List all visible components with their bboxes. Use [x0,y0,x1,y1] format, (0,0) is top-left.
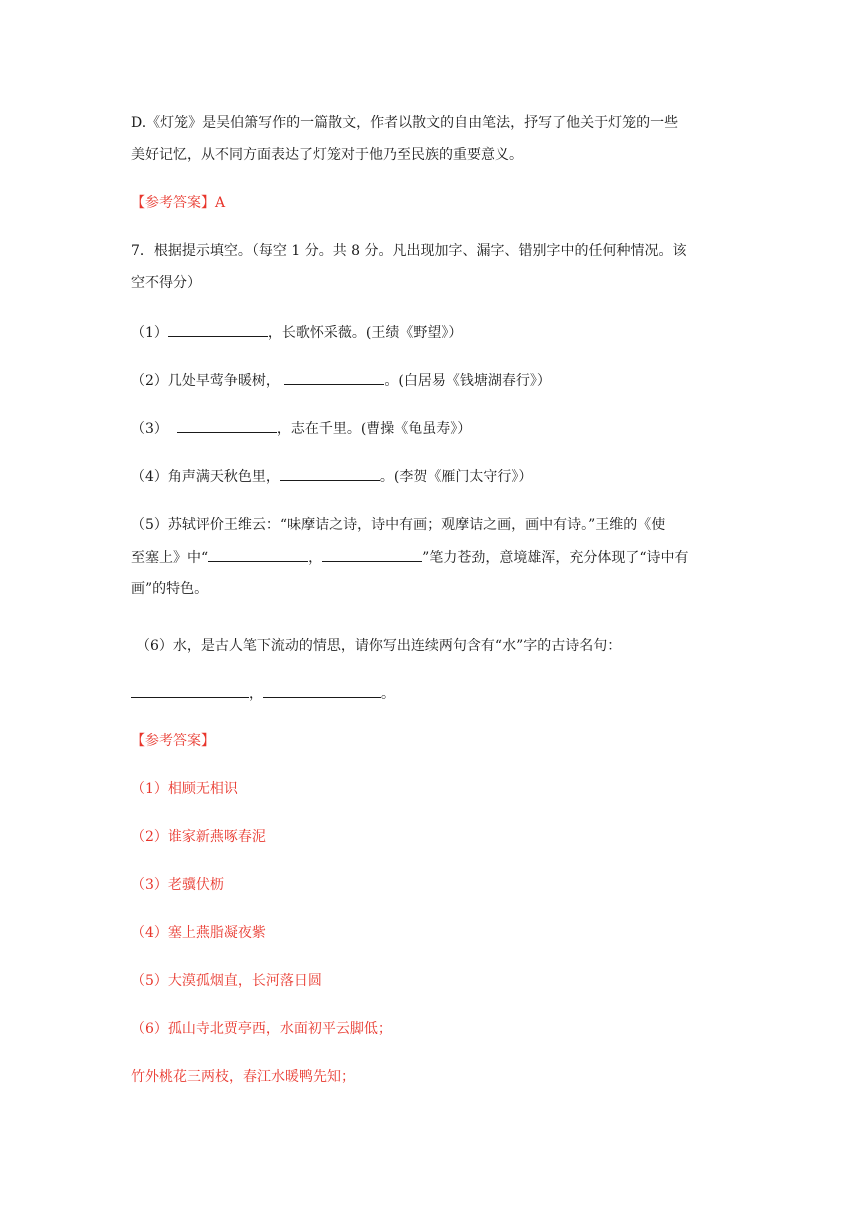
answer-7-line-7: 竹外桃花三两枝，春江水暖鸭先知； [131,1069,355,1085]
q7-item-1-blank [168,322,268,337]
q7-item-2 [131,370,551,391]
q7-item-6-line2-mid: ， [249,686,263,702]
answer-7-line-4: （4）塞上燕脂凝夜紫 [131,925,266,941]
option-d-line-1: D.《灯笼》是吴伯箫写作的一篇散文，作者以散文的自由笔法，抒写了他关于灯笼的一些 [131,115,679,131]
q7-item-4 [131,466,532,487]
option-d-line-2: 美好记忆，从不同方面表达了灯笼对于他乃至民族的重要意义。 [131,147,523,163]
q7-item-2-blank [284,370,384,385]
q7-item-3-blank [177,418,277,433]
q7-item-5-line-3: 画”的特色。 [131,581,209,597]
q7-item-6-before: 水，是古人笔下流动的情思，请你写出连续两句含有“水”字的古诗名句： [172,638,622,654]
q7-item-2-after: 。(白居易《钱塘湖春行》） [384,373,551,389]
q7-item-2-before: 几处早莺争暖树， [167,373,280,389]
q7-item-6-line-2 [131,683,395,704]
answer-7-line-1: （1）相顾无相识 [131,781,238,797]
question-7-stem-line-2: 空不得分） [131,275,201,291]
q7-item-5-line-1 [131,515,665,535]
answer-6: 【参考答案】A [131,195,226,211]
q7-item-4-blank [280,466,380,481]
q7-item-3 [131,418,471,439]
q7-item-5-num: （5） [131,517,168,533]
q7-item-1-num: （1） [131,325,168,341]
q7-item-5-line2-before: 至塞上》中“ [131,550,209,566]
q7-item-4-num: （4） [131,469,168,485]
q7-item-5-line2-mid: ， [308,550,323,566]
answer-7-line-5: （5）大漠孤烟直，长河落日圆 [131,973,322,989]
q7-item-5-line-2 [131,547,689,568]
q7-item-6-num: （6） [136,638,173,654]
q7-item-5-blank-1 [208,547,308,562]
answer-7-line-2: （2）谁家新燕啄春泥 [131,829,266,845]
q7-item-1 [131,322,462,343]
q7-item-6-blank-1 [131,683,249,698]
answer-7-line-3: （3）老骥伏枥 [131,877,224,893]
q7-item-4-before: 角声满天秋色里， [167,469,280,485]
q7-item-6-blank-2 [263,683,381,698]
q7-item-2-num: （2） [131,373,168,389]
q7-item-5-blank-2 [322,547,422,562]
q7-item-3-after: ，志在千里。(曹操《龟虽寿》） [276,421,472,437]
q7-item-1-after: ，长歌怀采薇。(王绩《野望》） [267,325,463,341]
q7-item-4-after: 。(李贺《雁门太守行》） [379,469,533,485]
answer-7-heading: 【参考答案】 [131,733,215,749]
q7-item-5-line2-after: ”笔力苍劲，意境雄浑，充分体现了“诗中有 [422,550,689,566]
answer-7-line-6: （6）孤山寺北贾亭西，水面初平云脚低； [131,1021,392,1037]
q7-item-3-num: （3） [131,421,168,437]
q7-item-6-line2-after: 。 [381,686,395,702]
q7-item-6-line-1 [136,636,621,656]
q7-item-5-before: 苏轼评价王维云：“味摩诘之诗，诗中有画；观摩诘之画，画中有诗。”王维的《使 [167,517,666,533]
question-7-stem-line-1: 7．根据提示填空。（每空 1 分。共 8 分。凡出现加字、漏字、错别字中的任何种情况。该 [131,243,687,259]
